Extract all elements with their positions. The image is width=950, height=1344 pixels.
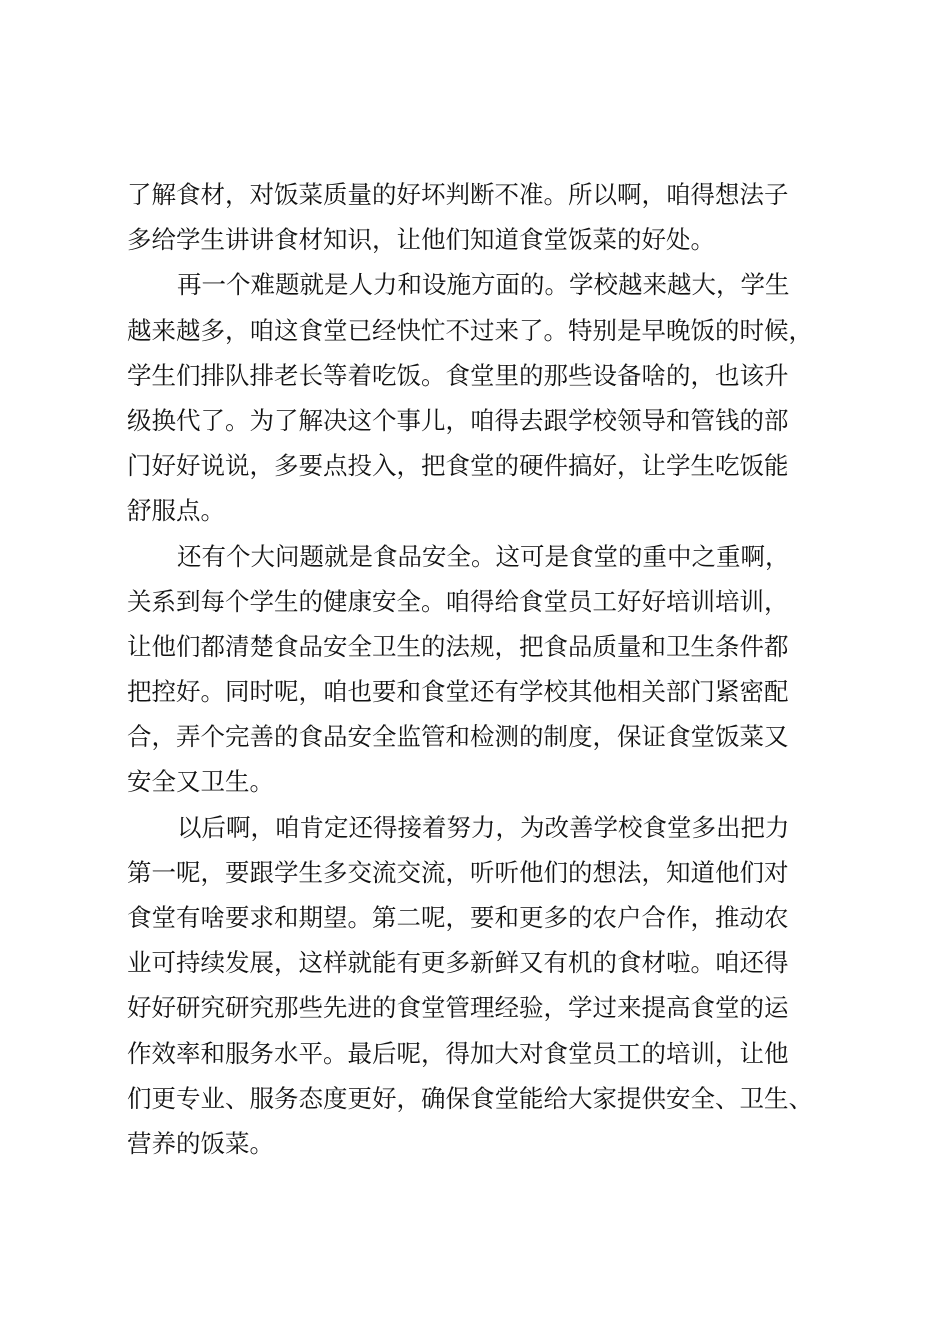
text-line: 第一呢，要跟学生多交流交流，听听他们的想法，知道他们对: [127, 857, 789, 887]
text-line: 了解食材，对饭菜质量的好坏判断不准。所以啊，咱得想法子: [127, 180, 789, 209]
paragraph-start-line: 还有个大问题就是食品安全。这可是食堂的重中之重啊，: [177, 541, 790, 571]
text-line: 多给学生讲讲食材知识，让他们知道食堂饭菜的好处。: [127, 225, 715, 255]
text-line: 业可持续发展，这样就能有更多新鲜又有机的食材啦。咱还得: [127, 948, 789, 978]
text-line: 关系到每个学生的健康安全。咱得给食堂员工好好培训培训，: [127, 586, 789, 616]
paragraph-start-line: 以后啊，咱肯定还得接着努力，为改善学校食堂多出把力: [177, 812, 790, 842]
text-line: 门好好说说，多要点投入，把食堂的硬件搞好，让学生吃饭能: [127, 451, 789, 481]
paragraph-start-line: 再一个难题就是人力和设施方面的。学校越来越大，学生: [177, 270, 790, 300]
text-line: 级换代了。为了解决这个事儿，咱得去跟学校领导和管钱的部: [127, 405, 789, 435]
text-line: 安全又卫生。: [127, 767, 274, 797]
text-line: 让他们都清楚食品安全卫生的法规，把食品质量和卫生条件都: [127, 631, 789, 661]
text-line: 好好研究研究那些先进的食堂管理经验，学过来提高食堂的运: [127, 993, 789, 1023]
text-line: 舒服点。: [127, 496, 225, 526]
text-line: 把控好。同时呢，咱也要和食堂还有学校其他相关部门紧密配: [127, 677, 789, 707]
document-body: [127, 172, 843, 1166]
text-line: 学生们排队排老长等着吃饭。食堂里的那些设备啥的，也该升: [127, 360, 789, 390]
text-line: 们更专业、服务态度更好，确保食堂能给大家提供安全、卫生、: [127, 1083, 813, 1113]
text-line: 越来越多，咱这食堂已经快忙不过来了。特别是早晚饭的时候，: [127, 315, 813, 345]
text-line: 作效率和服务水平。最后呢，得加大对食堂员工的培训，让他: [127, 1038, 789, 1068]
text-line: 食堂有啥要求和期望。第二呢，要和更多的农户合作，推动农: [127, 903, 789, 932]
text-line: 合，弄个完善的食品安全监管和检测的制度，保证食堂饭菜又: [127, 722, 789, 752]
text-line: 营养的饭菜。: [127, 1128, 274, 1158]
